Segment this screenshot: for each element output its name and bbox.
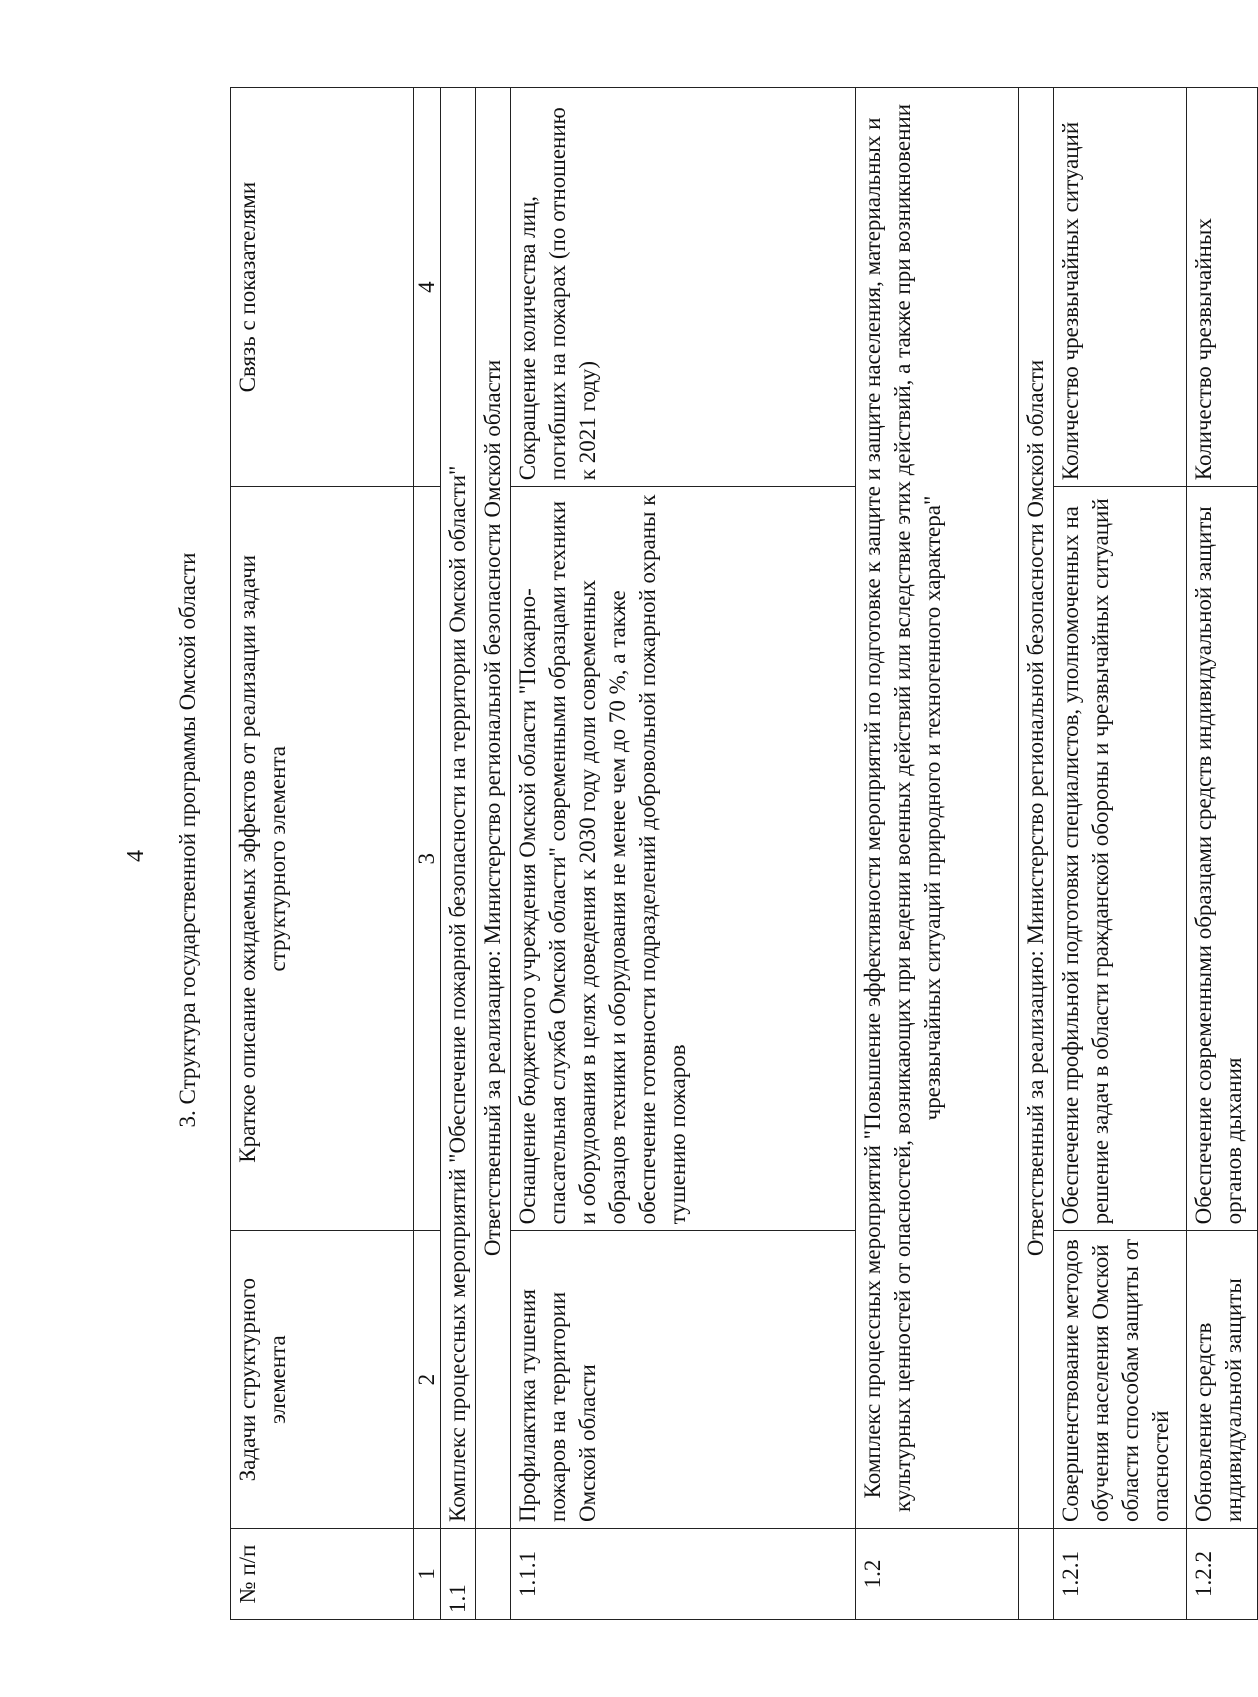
program-structure-table [230,87,1258,1620]
column-number: 3 [414,487,441,1231]
column-numbers-row [414,88,441,1620]
table-row [1054,88,1187,1620]
section-title: 3. Структура государственной программы Омской области [175,552,200,1128]
row-number: 1.1.1 [511,1528,856,1619]
section-number: 1.1 [441,1528,476,1619]
task-cell: Совершенствование методов обучения населения Омской области способам защиты от опасностей [1054,1231,1187,1529]
indicator-cell: Количество чрезвычайных [1187,88,1258,487]
table-row [1187,88,1258,1620]
task-cell: Профилактика тушения пожаров на территории Омской области [511,1231,856,1529]
header-indicator: Связь с показателями [231,88,414,487]
section-title-cell: Комплекс процессных мероприятий "Обеспечение пожарной безопасности на территории Омской области" [441,88,476,1529]
row-number: 1.2.1 [1054,1528,1187,1619]
table-header-row [231,88,414,1620]
header-number: № п/п [231,1528,414,1619]
responsible-cell: Ответственный за реализацию: Министерство региональной безопасности Омской области [476,88,511,1529]
responsible-row [1019,88,1054,1620]
column-number: 2 [414,1231,441,1529]
indicator-cell: Количество чрезвычайных ситуаций [1054,88,1187,487]
column-number: 1 [414,1528,441,1619]
responsible-row [476,88,511,1620]
effect-cell: Обеспечение профильной подготовки специалистов, уполномоченных на решение задач в области гражданской обороны и чрезвычайных ситуаций [1054,487,1187,1231]
document-table-container [230,87,1246,1620]
header-task: Задачи структурного элемента [231,1231,414,1529]
section-row [441,88,476,1620]
section-number: 1.2 [856,1528,1019,1619]
header-effect: Краткое описание ожидаемых эффектов от реализации задачи структурного элемента [231,487,414,1231]
responsible-cell: Ответственный за реализацию: Министерство региональной безопасности Омской области [1019,88,1054,1529]
table-row [511,88,856,1620]
section-row [856,88,1019,1620]
page-number: 4 [122,850,149,862]
effect-cell: Оснащение бюджетного учреждения Омской области "Пожарно-спасательная служба Омской области" современными образцами техники и оборудования в целях доведения к 2030 году доли современных образцов техники и оборудования не менее чем до 70 %, а также обеспечение готовности подразделений добровольной пожарной охраны к тушению пожаров [511,487,856,1231]
section-title-cell: Комплекс процессных мероприятий "Повышение эффективности мероприятий по подготовке к защите и защите населения, материальных и культурных ценностей от опасностей, возникающих при ведении военных действий или вследствие этих действий, а также при возникновении чрезвычайных ситуаций природного и техногенного характера" [856,88,1019,1529]
effect-cell: Обеспечение современными образцами средств индивидуальной защиты органов дыхания [1187,487,1258,1231]
empty-cell [1019,1528,1054,1619]
empty-cell [476,1528,511,1619]
column-number: 4 [414,88,441,487]
task-cell: Обновление средств индивидуальной защиты [1187,1231,1258,1529]
indicator-cell: Сокращение количества лиц, погибших на пожарах (по отношению к 2021 году) [511,88,856,487]
row-number: 1.2.2 [1187,1528,1258,1619]
